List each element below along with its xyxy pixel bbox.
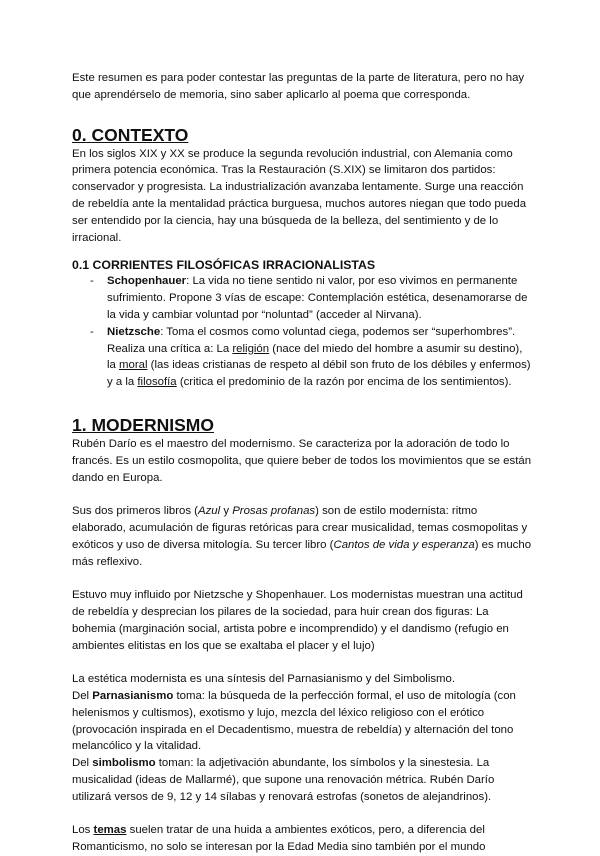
text-run: Del [72,689,93,702]
text-run: Del [72,757,93,770]
modernismo-paragraph-4: La estética modernista es una síntesis del Parnasianismo y del Simbolismo. [72,673,456,686]
modernismo-paragraph-3: Estuvo muy influido por Nietzsche y Shopenhauer. Los modernistas muestran una actitud de rebeldía y desprecian los pilares de la sociedad, para huir crean dos figuras: La bohemia (marginación social, artista pobre e incomprendido) y el dandismo (refugio en ambientes elitistas en los que se exaltaba el placer y el lujo) [72,589,523,652]
philosophy-list [72,273,532,391]
nietzsche-name: Nietzsche [107,325,161,338]
heading-contexto: 0. CONTEXTO [72,124,189,145]
schopenhauer-text: : La vida no tiene sentido ni valor, por eso vivimos en permanente sufrimiento. Propone 3 vías de escape: Contemplación estética, desenamorarse de la vida y cambiar voluntad por “noluntad” (acceder al Nirvana). [107,275,528,321]
document-page [72,70,532,856]
text-run: ) es mucho más reflexivo. [72,538,532,568]
list-item-schopenhauer [72,273,532,323]
moral-term: moral [119,359,148,372]
intro-paragraph: Este resumen es para poder contestar las preguntas de la parte de literatura, pero no hay que aprendérselo de memoria, sino saber aplicarlo al poema que corresponda. [72,72,525,101]
text-run: y [220,505,233,518]
nietzsche-text-2: (nace del miedo del hombre a asumir su destino), la [107,342,523,372]
modernismo-paragraph-2 [72,503,532,570]
text-run: Sus dos primeros libros ( [72,505,198,518]
text-run: ) son de estilo modernista: ritmo elaborado, acumulación de figuras retóricas para crear musicalidad, temas cosmopolitas y exóticos y uso de diversa mitología. Su tercer libro ( [72,505,528,551]
simbolismo-term: simbolismo [92,757,156,770]
book-prosas-profanas: Prosas profanas [232,505,316,518]
nietzsche-text-1: : Toma el cosmos como voluntad ciega, podemos ser “superhombres”. Realiza una crítica a: La [107,325,516,355]
heading-corrientes-filosoficas: 0.1 CORRIENTES FILOSÓFICAS IRRACIONALISTAS [72,258,376,273]
text-run: suelen tratar de una huida a ambientes exóticos, pero, a diferencia del Romanticismo, no solo se interesan por la Edad Media sino también por el mundo [72,824,486,854]
modernismo-paragraph-1: Rubén Darío es el maestro del modernismo. Se caracteriza por la adoración de todo lo francés. Es un estilo cosmopolita, que quiere beber de todos los movimientos que se están dando en Europa. [72,437,532,484]
text-run: toman: la adjetivación abundante, los símbolos y la sinestesia. La musicalidad (ideas de Mallarmé), que supone una renovación métrica. Rubén Darío utilizará versos de 9, 12 y 14 sílabas y renovará estrofas (sonetos de alejandrinos). [72,757,495,803]
book-azul: Azul [197,505,221,518]
parnasianismo-paragraph [72,688,532,755]
text-run: Los [72,824,94,837]
list-item-nietzsche [72,324,532,391]
list-dash: - [90,275,94,288]
book-cantos: Cantos de vida y esperanza [333,538,475,551]
religion-term: religión [232,342,270,355]
nietzsche-text-4: (critica el predominio de la razón por encima de los sentimientos). [176,376,512,389]
temas-term: temas [93,824,127,837]
simbolismo-paragraph [72,755,532,805]
contexto-paragraph: En los siglos XIX y XX se produce la segunda revolución industrial, con Alemania como primera potencia económica. Tras la Restauración (S.XIX) se limitaron dos partidos: conservador y progresista. La industrialización avanzaba lentamente. Surge una reacción de rebeldía ante la mentalidad práctica burguesa, muchos autores niegan que todo pueda ser entendido por la ciencia, hay una búsqueda de la belleza, del sentimiento y de lo irracional. [72,147,527,244]
parnasianismo-term: Parnasianismo [92,689,174,702]
nietzsche-text-3: (las ideas cristianas de respeto al débil son fruto de los débiles y enfermos) y a la [107,359,531,389]
text-run: toma: la búsqueda de la perfección formal, el uso de mitología (con helenismos y cultismos), exotismo y lujo, mezcla del léxico religioso con el erótico (provocación inspirada en el Decadentismo, muestra de rebeldía) y alternación del tono melancólico y la vitalidad. [72,689,516,753]
temas-paragraph [72,822,532,856]
heading-modernismo: 1. MODERNISMO [72,414,214,435]
list-dash: - [90,325,94,338]
filosofia-term: filosofía [137,376,177,389]
schopenhauer-name: Schopenhauer [107,275,187,288]
